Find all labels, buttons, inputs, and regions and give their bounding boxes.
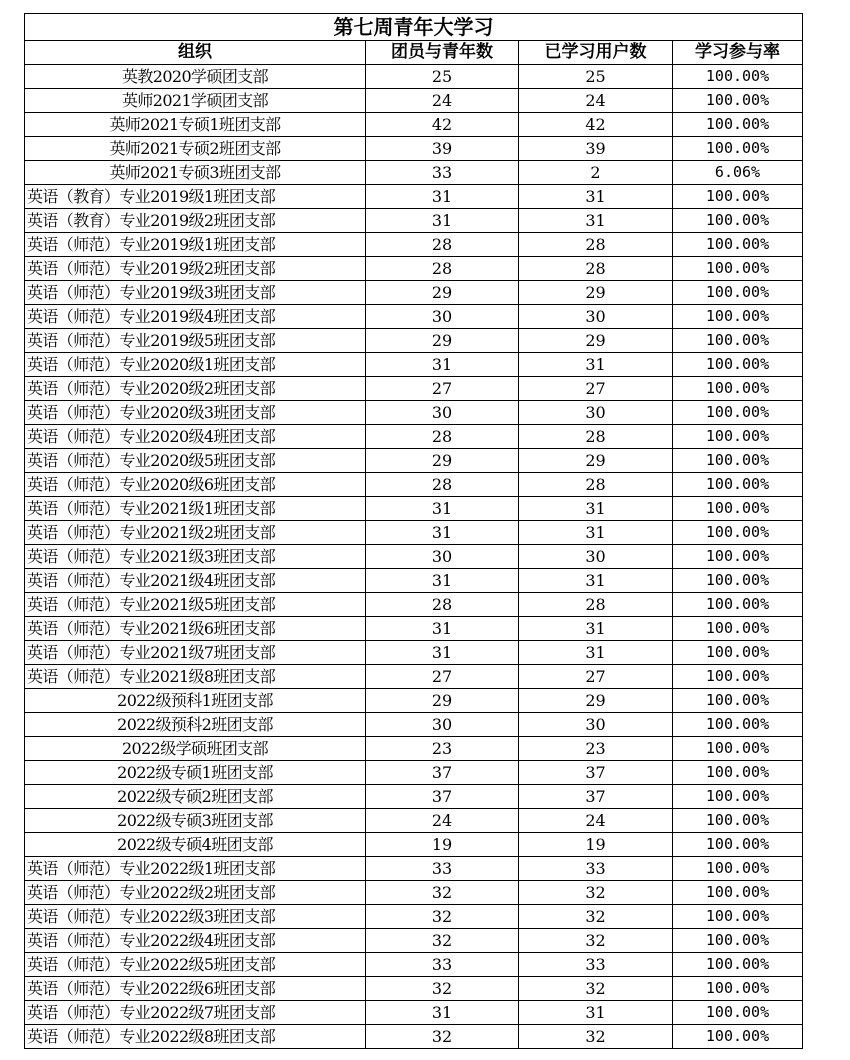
organization-cell: 英语（师范）专业2021级2班团支部 (25, 521, 366, 545)
studied-count-cell: 30 (519, 305, 673, 329)
table-body (25, 65, 803, 1049)
organization-cell: 英语（师范）专业2021级5班团支部 (25, 593, 366, 617)
table-row (25, 257, 803, 281)
studied-count-cell: 24 (519, 809, 673, 833)
studied-count-cell: 31 (519, 209, 673, 233)
organization-cell: 英语（师范）专业2019级3班团支部 (25, 281, 366, 305)
studied-count-cell: 30 (519, 545, 673, 569)
studied-count-cell: 30 (519, 713, 673, 737)
studied-count-cell: 32 (519, 905, 673, 929)
organization-cell: 英语（师范）专业2021级1班团支部 (25, 497, 366, 521)
organization-cell: 英语（师范）专业2021级8班团支部 (25, 665, 366, 689)
table-row (25, 545, 803, 569)
member-count-cell: 30 (366, 713, 519, 737)
participation-rate-cell: 100.00% (673, 1025, 803, 1049)
table-row (25, 833, 803, 857)
member-count-cell: 31 (366, 497, 519, 521)
member-count-cell: 28 (366, 233, 519, 257)
organization-cell: 2022级专硕1班团支部 (25, 761, 366, 785)
studied-count-cell: 29 (519, 329, 673, 353)
table-row (25, 689, 803, 713)
studied-count-cell: 42 (519, 113, 673, 137)
studied-count-cell: 29 (519, 689, 673, 713)
table-row (25, 89, 803, 113)
organization-cell: 2022级预科1班团支部 (25, 689, 366, 713)
organization-cell: 英语（教育）专业2019级1班团支部 (25, 185, 366, 209)
table-row (25, 737, 803, 761)
table-row (25, 425, 803, 449)
member-count-cell: 28 (366, 593, 519, 617)
organization-cell: 2022级预科2班团支部 (25, 713, 366, 737)
member-count-cell: 31 (366, 641, 519, 665)
studied-count-cell: 29 (519, 281, 673, 305)
participation-rate-cell: 100.00% (673, 425, 803, 449)
studied-count-cell: 2 (519, 161, 673, 185)
table-row (25, 953, 803, 977)
studied-count-cell: 24 (519, 89, 673, 113)
studied-count-cell: 29 (519, 449, 673, 473)
header-participation-rate: 学习参与率 (673, 41, 803, 65)
organization-cell: 英语（师范）专业2022级3班团支部 (25, 905, 366, 929)
member-count-cell: 32 (366, 905, 519, 929)
studied-count-cell: 31 (519, 617, 673, 641)
member-count-cell: 29 (366, 281, 519, 305)
participation-rate-cell: 100.00% (673, 905, 803, 929)
participation-rate-cell: 6.06% (673, 161, 803, 185)
participation-rate-cell: 100.00% (673, 881, 803, 905)
studied-count-cell: 23 (519, 737, 673, 761)
participation-rate-cell: 100.00% (673, 65, 803, 89)
participation-rate-cell: 100.00% (673, 209, 803, 233)
table-row (25, 905, 803, 929)
member-count-cell: 31 (366, 569, 519, 593)
studied-count-cell: 31 (519, 1001, 673, 1025)
studied-count-cell: 31 (519, 641, 673, 665)
organization-cell: 英语（师范）专业2020级6班团支部 (25, 473, 366, 497)
header-studied-count: 已学习用户数 (519, 41, 673, 65)
participation-rate-cell: 100.00% (673, 785, 803, 809)
member-count-cell: 30 (366, 401, 519, 425)
member-count-cell: 30 (366, 305, 519, 329)
member-count-cell: 28 (366, 473, 519, 497)
organization-cell: 英语（师范）专业2020级3班团支部 (25, 401, 366, 425)
organization-cell: 英语（师范）专业2021级7班团支部 (25, 641, 366, 665)
participation-rate-cell: 100.00% (673, 761, 803, 785)
table-row (25, 305, 803, 329)
studied-count-cell: 32 (519, 1025, 673, 1049)
table-row (25, 233, 803, 257)
participation-rate-cell: 100.00% (673, 137, 803, 161)
studied-count-cell: 31 (519, 569, 673, 593)
member-count-cell: 30 (366, 545, 519, 569)
header-member-count: 团员与青年数 (366, 41, 519, 65)
table-row (25, 1001, 803, 1025)
studied-count-cell: 32 (519, 977, 673, 1001)
studied-count-cell: 28 (519, 257, 673, 281)
participation-rate-cell: 100.00% (673, 977, 803, 1001)
table-row (25, 161, 803, 185)
member-count-cell: 27 (366, 377, 519, 401)
table-row (25, 209, 803, 233)
participation-rate-cell: 100.00% (673, 713, 803, 737)
table-row (25, 281, 803, 305)
header-row (25, 41, 803, 65)
studied-count-cell: 27 (519, 377, 673, 401)
participation-rate-cell: 100.00% (673, 305, 803, 329)
header-organization: 组织 (25, 41, 366, 65)
studied-count-cell: 31 (519, 497, 673, 521)
participation-rate-cell: 100.00% (673, 497, 803, 521)
table-row (25, 929, 803, 953)
organization-cell: 英语（师范）专业2019级2班团支部 (25, 257, 366, 281)
table-row (25, 497, 803, 521)
participation-rate-cell: 100.00% (673, 89, 803, 113)
organization-cell: 英语（师范）专业2021级4班团支部 (25, 569, 366, 593)
member-count-cell: 42 (366, 113, 519, 137)
participation-rate-cell: 100.00% (673, 257, 803, 281)
member-count-cell: 39 (366, 137, 519, 161)
table-row (25, 65, 803, 89)
studied-count-cell: 31 (519, 185, 673, 209)
member-count-cell: 33 (366, 857, 519, 881)
table-row (25, 617, 803, 641)
organization-cell: 英语（教育）专业2019级2班团支部 (25, 209, 366, 233)
organization-cell: 英语（师范）专业2019级1班团支部 (25, 233, 366, 257)
studied-count-cell: 33 (519, 953, 673, 977)
table-row (25, 857, 803, 881)
organization-cell: 2022级专硕4班团支部 (25, 833, 366, 857)
organization-cell: 英语（师范）专业2020级4班团支部 (25, 425, 366, 449)
table-row (25, 353, 803, 377)
member-count-cell: 24 (366, 89, 519, 113)
organization-cell: 英语（师范）专业2022级5班团支部 (25, 953, 366, 977)
member-count-cell: 32 (366, 929, 519, 953)
member-count-cell: 33 (366, 953, 519, 977)
member-count-cell: 37 (366, 761, 519, 785)
studied-count-cell: 39 (519, 137, 673, 161)
participation-rate-cell: 100.00% (673, 833, 803, 857)
member-count-cell: 29 (366, 449, 519, 473)
participation-rate-cell: 100.00% (673, 929, 803, 953)
participation-rate-cell: 100.00% (673, 737, 803, 761)
member-count-cell: 37 (366, 785, 519, 809)
title-row (25, 14, 803, 41)
member-count-cell: 29 (366, 689, 519, 713)
participation-rate-cell: 100.00% (673, 641, 803, 665)
member-count-cell: 28 (366, 257, 519, 281)
member-count-cell: 27 (366, 665, 519, 689)
member-count-cell: 28 (366, 425, 519, 449)
participation-rate-cell: 100.00% (673, 545, 803, 569)
participation-rate-cell: 100.00% (673, 233, 803, 257)
table-row (25, 185, 803, 209)
member-count-cell: 32 (366, 881, 519, 905)
member-count-cell: 25 (366, 65, 519, 89)
participation-rate-cell: 100.00% (673, 665, 803, 689)
organization-cell: 英语（师范）专业2022级4班团支部 (25, 929, 366, 953)
member-count-cell: 23 (366, 737, 519, 761)
table-row (25, 449, 803, 473)
member-count-cell: 31 (366, 1001, 519, 1025)
member-count-cell: 29 (366, 329, 519, 353)
studied-count-cell: 27 (519, 665, 673, 689)
studied-count-cell: 28 (519, 593, 673, 617)
studied-count-cell: 25 (519, 65, 673, 89)
studied-count-cell: 37 (519, 785, 673, 809)
table-row (25, 137, 803, 161)
table-row (25, 401, 803, 425)
sheet-title: 第七周青年大学习 (25, 14, 803, 41)
table-row (25, 569, 803, 593)
table-row (25, 977, 803, 1001)
member-count-cell: 33 (366, 161, 519, 185)
table-row (25, 1025, 803, 1049)
table-row (25, 521, 803, 545)
organization-cell: 英师2021学硕团支部 (25, 89, 366, 113)
organization-cell: 英师2021专硕2班团支部 (25, 137, 366, 161)
organization-cell: 英语（师范）专业2022级8班团支部 (25, 1025, 366, 1049)
participation-rate-cell: 100.00% (673, 185, 803, 209)
studied-count-cell: 33 (519, 857, 673, 881)
organization-cell: 英语（师范）专业2022级2班团支部 (25, 881, 366, 905)
studied-count-cell: 28 (519, 233, 673, 257)
table-row (25, 713, 803, 737)
member-count-cell: 32 (366, 1025, 519, 1049)
organization-cell: 英语（师范）专业2021级6班团支部 (25, 617, 366, 641)
organization-cell: 英语（师范）专业2021级3班团支部 (25, 545, 366, 569)
table-row (25, 377, 803, 401)
participation-rate-cell: 100.00% (673, 617, 803, 641)
participation-rate-cell: 100.00% (673, 401, 803, 425)
organization-cell: 2022级学硕班团支部 (25, 737, 366, 761)
organization-cell: 英语（师范）专业2022级6班团支部 (25, 977, 366, 1001)
table-row (25, 809, 803, 833)
table-row (25, 665, 803, 689)
organization-cell: 英语（师范）专业2020级1班团支部 (25, 353, 366, 377)
table-row (25, 593, 803, 617)
member-count-cell: 31 (366, 353, 519, 377)
studied-count-cell: 32 (519, 929, 673, 953)
table-row (25, 473, 803, 497)
participation-rate-cell: 100.00% (673, 593, 803, 617)
participation-rate-cell: 100.00% (673, 569, 803, 593)
participation-rate-cell: 100.00% (673, 809, 803, 833)
studied-count-cell: 31 (519, 521, 673, 545)
participation-rate-cell: 100.00% (673, 353, 803, 377)
studied-count-cell: 28 (519, 425, 673, 449)
participation-rate-cell: 100.00% (673, 857, 803, 881)
participation-rate-cell: 100.00% (673, 521, 803, 545)
organization-cell: 2022级专硕2班团支部 (25, 785, 366, 809)
participation-rate-cell: 100.00% (673, 449, 803, 473)
member-count-cell: 32 (366, 977, 519, 1001)
organization-cell: 英师2021专硕1班团支部 (25, 113, 366, 137)
table-row (25, 785, 803, 809)
member-count-cell: 31 (366, 209, 519, 233)
table-row (25, 641, 803, 665)
studied-count-cell: 31 (519, 353, 673, 377)
participation-rate-cell: 100.00% (673, 953, 803, 977)
table-row (25, 329, 803, 353)
participation-rate-cell: 100.00% (673, 113, 803, 137)
participation-rate-cell: 100.00% (673, 329, 803, 353)
member-count-cell: 31 (366, 521, 519, 545)
organization-cell: 英语（师范）专业2020级2班团支部 (25, 377, 366, 401)
organization-cell: 英语（师范）专业2019级4班团支部 (25, 305, 366, 329)
organization-cell: 英语（师范）专业2022级1班团支部 (25, 857, 366, 881)
organization-cell: 2022级专硕3班团支部 (25, 809, 366, 833)
participation-rate-cell: 100.00% (673, 377, 803, 401)
organization-cell: 英语（师范）专业2022级7班团支部 (25, 1001, 366, 1025)
participation-rate-cell: 100.00% (673, 281, 803, 305)
participation-rate-cell: 100.00% (673, 689, 803, 713)
studied-count-cell: 19 (519, 833, 673, 857)
table-row (25, 881, 803, 905)
participation-rate-cell: 100.00% (673, 1001, 803, 1025)
study-participation-table (24, 13, 803, 1049)
organization-cell: 英语（师范）专业2019级5班团支部 (25, 329, 366, 353)
table-row (25, 113, 803, 137)
organization-cell: 英语（师范）专业2020级5班团支部 (25, 449, 366, 473)
organization-cell: 英师2021专硕3班团支部 (25, 161, 366, 185)
studied-count-cell: 28 (519, 473, 673, 497)
table-row (25, 761, 803, 785)
member-count-cell: 31 (366, 617, 519, 641)
organization-cell: 英教2020学硕团支部 (25, 65, 366, 89)
member-count-cell: 31 (366, 185, 519, 209)
studied-count-cell: 32 (519, 881, 673, 905)
participation-rate-cell: 100.00% (673, 473, 803, 497)
studied-count-cell: 30 (519, 401, 673, 425)
studied-count-cell: 37 (519, 761, 673, 785)
member-count-cell: 19 (366, 833, 519, 857)
member-count-cell: 24 (366, 809, 519, 833)
